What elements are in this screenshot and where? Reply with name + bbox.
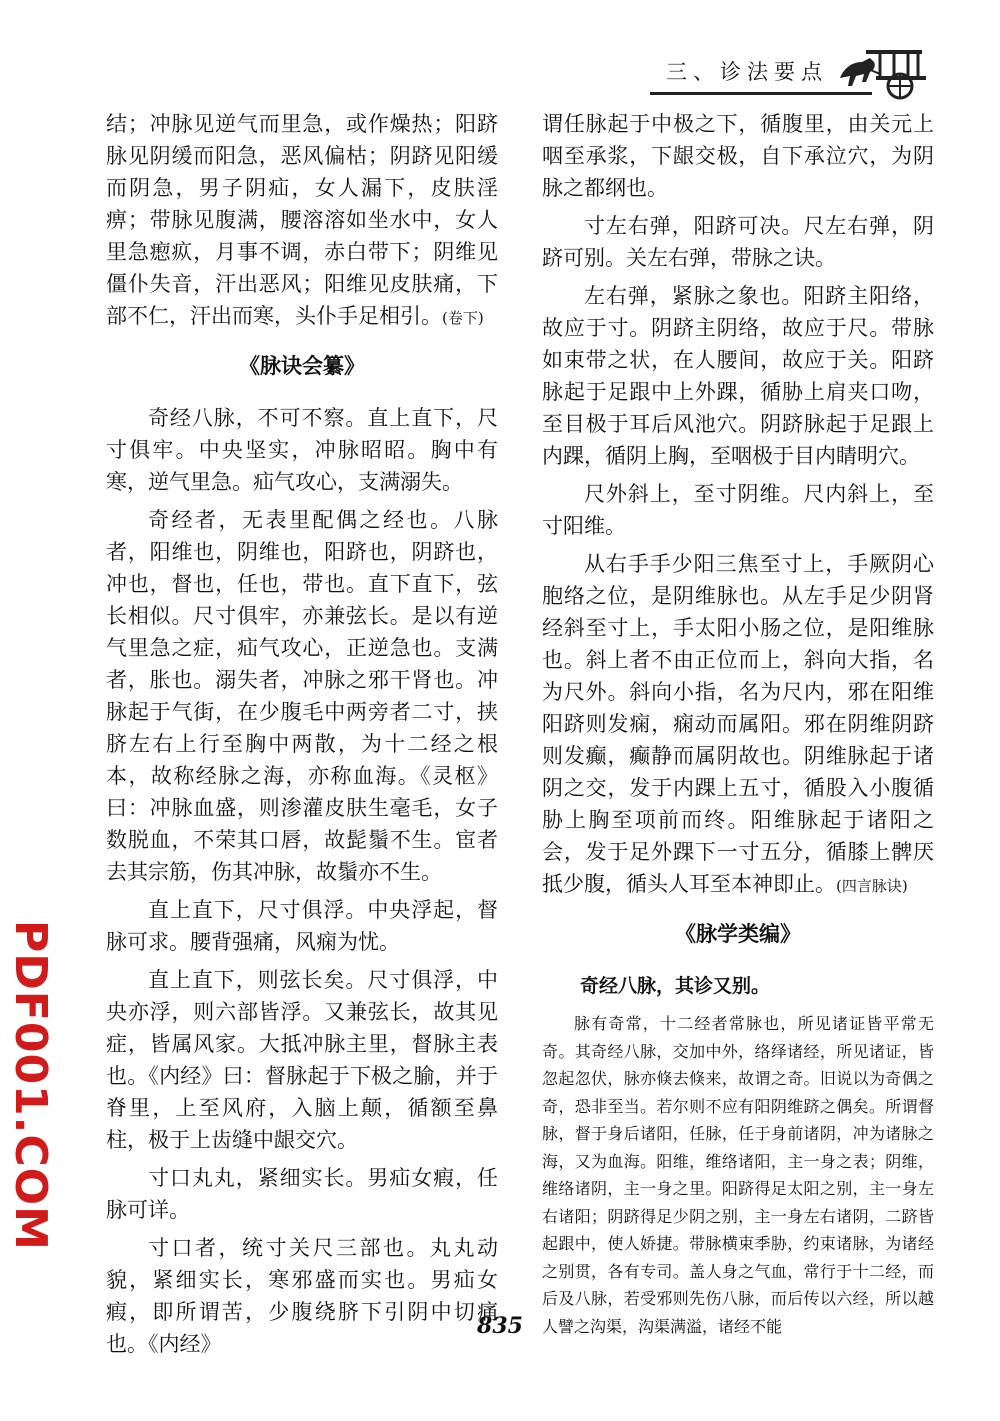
paragraph: 奇经者，无表里配偶之经也。八脉者，阳维也，阴维也，阳跻也，阴跻也，冲也，督也，任也，带也。直下直下，弦长相似。尺寸俱牢，亦兼弦长。是以有逆气里急之症，疝气攻心，正逆急也。支满者，胀也。溺失者，冲脉之邪干肾也。冲脉起于气街，在少腹毛中两旁者二寸，挟脐左右上行至胸中两散，为十二经之根本，故称经脉之海，亦称血海。《灵枢》曰：冲脉血盛，则渗灌皮肤生毫毛，女子数脱血，不荣其口唇，故髭鬚不生。宦者去其宗筋，伤其冲脉，故鬚亦不生。 — [106, 508, 498, 884]
paragraph-text: 从右手手少阳三焦至寸上，手厥阴心胞络之位，是阴维脉也。从左手足少阴肾经斜至寸上，手太阳小肠之位，是阳维脉也。斜上者不由正位而上，斜向大指，名为尺外。斜向小指，名为尺内，邪在阳维阳跻则发痫，痫动而属阳。邪在阴维阴跻则发癫，癫静而属阴故也。阴维脉起于诸阴之交，发于内踝上五寸，循股入小腹循胁上胸至项前而终。阳维脉起于诸阳之会，发于足外踝下一寸五分，循膝上髀厌抵少腹，循头人耳至本神即止。 — [542, 552, 934, 896]
continuation-paragraph — [106, 108, 498, 334]
paragraph: 谓任脉起于中极之下，循腹里，由关元上咽至承浆，下龈交极，自下承泣穴，为阴脉之都纲也。 — [542, 112, 934, 200]
section-title: 《脉诀会纂》 — [239, 354, 365, 378]
watermark — [5, 920, 56, 1251]
paragraph-with-source — [542, 548, 934, 902]
paragraph: 寸口丸丸，紧细实长。男疝女瘕，任脉可详。 — [106, 1166, 498, 1222]
paragraph-text: 结；冲脉见逆气而里急，或作燥热；阳跻脉见阴缓而阳急，恶风偏枯；阴跻见阳缓而阴急，男子阴疝，女人漏下，皮肤淫痹；带脉见腹满，腰溶溶如坐水中，女人里急瘛疭，月事不调，赤白带下；阴维见僵仆失音，汗出恶风；阳维见皮肤痛，下部不仁，汗出而寒，头仆手足相引。 — [106, 112, 498, 328]
paragraph: 奇经八脉，不可不察。直上直下，尺寸俱牢。中央坚实，冲脉昭昭。胸中有寒，逆气里急。疝气攻心，支满溺失。 — [106, 406, 498, 494]
source-note: (卷下) — [442, 309, 484, 327]
subheading: 奇经八脉，其诊又别。 — [580, 975, 771, 997]
source-note: (四言脉诀) — [836, 877, 908, 895]
paragraph: 寸口者，统寸关尺三部也。丸丸动貌，紧细实长，寒邪盛而实也。男疝女瘕，即所谓苦，少腹绕脐下引阴中切痛也。《内经》 — [106, 1236, 498, 1356]
right-column — [542, 108, 934, 1340]
paragraph: 直上直下，则弦长矣。尺寸俱浮，中央亦浮，则六部皆浮。又兼弦长，故其见症，皆属风家。大抵冲脉主里，督脉主表也。《内经》曰：督脉起于下极之腧，并于脊里，上至风府，入脑上颠，循额至鼻柱，极于上齿缝中龈交穴。 — [106, 968, 498, 1152]
running-header — [640, 40, 940, 102]
paragraph: 尺外斜上，至寸阴维。尺内斜上，至寸阳维。 — [542, 482, 934, 538]
horse-carriage-icon — [836, 40, 932, 100]
paragraph: 直上直下，尺寸俱浮。中央浮起，督脉可求。腰背强痛，风痫为忧。 — [106, 898, 498, 954]
left-column — [106, 108, 498, 1360]
paragraph: 左右弹，紧脉之象也。阳跻主阳络，故应于寸。阴跻主阴络，故应于尺。带脉如束带之状，在人腰间，故应于关。阳跻脉起于足跟中上外踝，循胁上肩夹口吻，至目极于耳后风池穴。阴跻脉起于足跟上内踝，循阴上胸，至咽极于目内睛明穴。 — [542, 284, 934, 468]
page-number: 835 — [477, 1313, 523, 1339]
running-header-title: 三、诊法要点 — [666, 60, 828, 84]
commentary-text: 脉有奇常，十二经者常脉也，所见诸证皆平常无奇。其奇经八脉，交加中外，络绎诸经，所见诸证，皆忽起忽伏，脉亦倏去倏来，故谓之奇。旧说以为奇偶之奇，恐非至当。若尔则不应有阳阴维跻之偶矣。所谓督脉，督于身后诸阳，任脉，任于身前诸阴，冲为诸脉之海，又为血海。阳维，维络诸阳，主一身之表；阴维，维络诸阴，主一身之里。阳跻得足太阳之别，主一身左右诸阳；阴跻得足少阴之别，主一身左右诸阴，二跻皆起跟中，使人娇捷。带脉横束季胁，约束诸脉，为诸经之别贯，各有专司。盖人身之气血，常行于十二经，而后及八脉，若受邪则先伤八脉，而后传以六经，所以越人譬之沟渠，沟渠满溢，诸经不能 — [542, 1014, 934, 1336]
paragraph: 寸左右弹，阳跻可决。尺左右弹，阴跻可别。关左右弹，带脉之诀。 — [542, 214, 934, 270]
section-title: 《脉学类编》 — [675, 922, 801, 946]
watermark-text: PDF001.COM — [5, 920, 56, 1251]
